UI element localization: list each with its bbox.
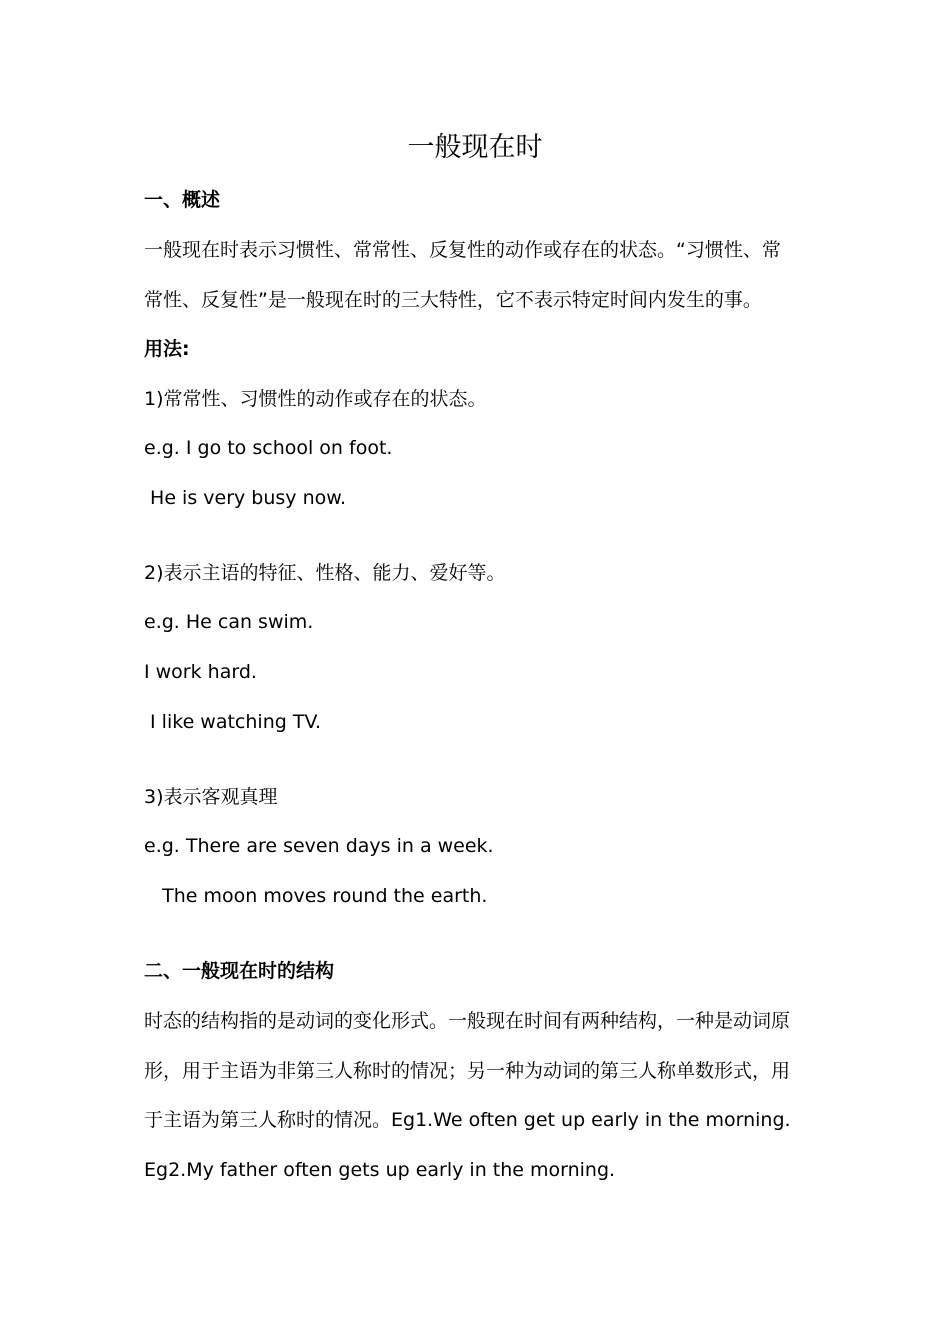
- document-title: 一般现在时: [407, 132, 543, 163]
- section2-paragraph-line-1: 时态的结构指的是动词的变化形式。一般现在时间有两种结构，一种是动词原: [144, 1010, 791, 1032]
- usage2-example-2: I work hard.: [144, 661, 257, 683]
- section1-paragraph-line-1: 一般现在时表示习惯性、常常性、反复性的动作或存在的状态。“习惯性、常: [144, 239, 781, 261]
- section2-paragraph-line-3: 于主语为第三人称时的情况。Eg1.We often get up early in the morning.: [144, 1109, 791, 1131]
- usage2-example-3: I like watching TV.: [144, 711, 322, 733]
- usage3-example-2: The moon moves round the earth.: [144, 885, 488, 907]
- usage3-label: 3)表示客观真理: [144, 786, 278, 808]
- section2-paragraph-line-2: 形，用于主语为非第三人称时的情况；另一种为动词的第三人称单数形式，用: [144, 1060, 791, 1082]
- usage3-example-1: e.g. There are seven days in a week.: [144, 835, 494, 857]
- section1-paragraph-line-2: 常性、反复性”是一般现在时的三大特性，它不表示特定时间内发生的事。: [144, 289, 762, 311]
- section1-heading: 一、概述: [144, 189, 221, 211]
- usage2-label: 2)表示主语的特征、性格、能力、爱好等。: [144, 562, 506, 584]
- section2-paragraph-line-4: Eg2.My father often gets up early in the morning.: [144, 1159, 616, 1181]
- usage2-example-1: e.g. He can swim.: [144, 611, 314, 633]
- usage1-example-2: He is very busy now.: [144, 487, 347, 509]
- usage1-example-1: e.g. I go to school on foot.: [144, 437, 393, 459]
- usage-heading: 用法:: [144, 338, 190, 360]
- section2-heading: 二、一般现在时的结构: [144, 960, 335, 982]
- usage1-label: 1)常常性、习惯性的动作或存在的状态。: [144, 388, 487, 410]
